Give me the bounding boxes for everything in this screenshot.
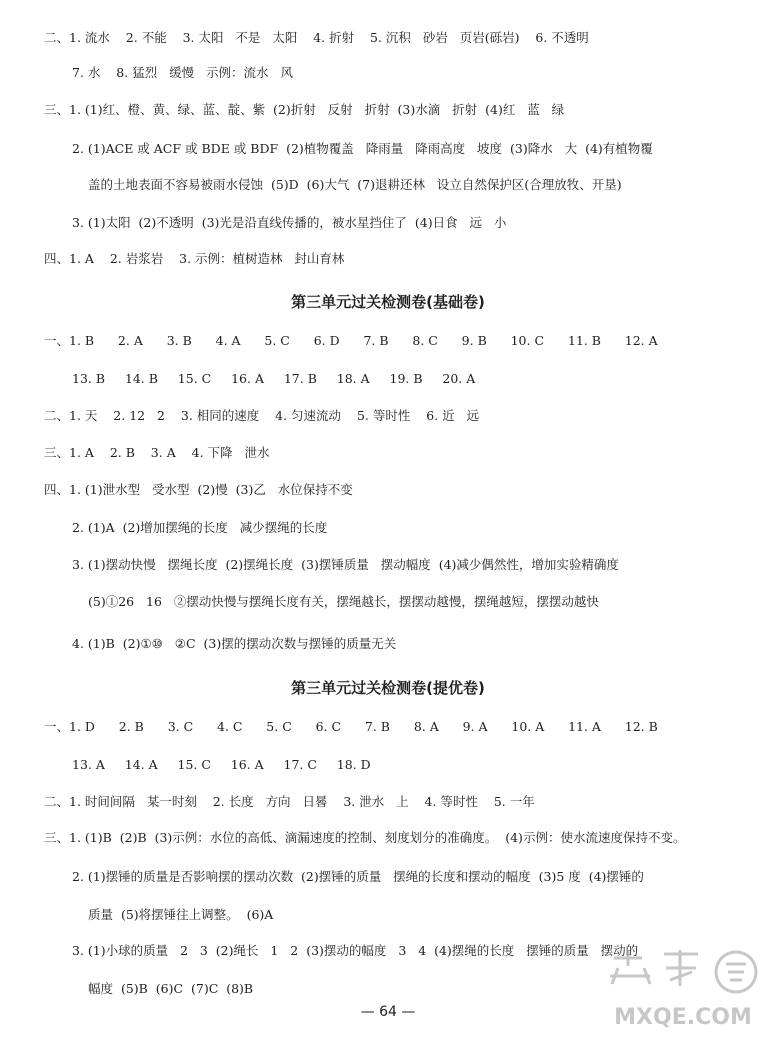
answer-line: 7. 水 8. 猛烈 缓慢 示例：流水 风 <box>72 65 293 80</box>
answer-line: 盖的土地表面不容易被雨水侵蚀 (5)D (6)大气 (7)退耕还林 设立自然保护区(合理放牧、开垦) <box>88 177 622 192</box>
answer-line: 2. (1)ACE 或 ACF 或 BDE 或 BDF (2)植物覆盖 降雨量 降雨高度 坡度 (3)降水 大 (4)有植物覆 <box>72 141 653 156</box>
answer-line: 13. A 14. A 15. C 16. A 17. C 18. D <box>72 757 371 772</box>
watermark-logo <box>600 946 766 1034</box>
answer-line: 质量 (5)将摆锤往上调整。 (6)A <box>88 907 274 922</box>
section-title-advanced: 第三单元过关检测卷(提优卷) <box>291 679 485 697</box>
watermark-url: MXQE.COM <box>614 1005 752 1030</box>
answer-line: 四、1. A 2. 岩浆岩 3. 示例：植树造林 封山育林 <box>44 251 345 266</box>
answer-line: 3. (1)摆动快慢 摆绳长度 (2)摆绳长度 (3)摆锤质量 摆动幅度 (4)减少偶然性，增加实验精确度 <box>72 557 619 572</box>
answer-line: 3. (1)小球的质量 2 3 (2)绳长 1 2 (3)摆动的幅度 3 4 (4)摆绳的长度 摆锤的质量 摆动的 <box>72 943 639 958</box>
answer-line: 13. B 14. B 15. C 16. A 17. B 18. A 19. B 20. A <box>72 371 476 386</box>
answer-line: 二、1. 流水 2. 不能 3. 太阳 不是 太阳 4. 折射 5. 沉积 砂岩 页岩(砾岩) 6. 不透明 <box>44 30 589 45</box>
answer-line: 2. (1)A (2)增加摆绳的长度 减少摆绳的长度 <box>72 520 328 535</box>
answer-line: 4. (1)B (2)①⑩ ②C (3)摆的摆动次数与摆锤的质量无关 <box>72 636 397 651</box>
answer-line: 一、1. D 2. B 3. C 4. C 5. C 6. C 7. B 8. A 9. A 10. A 11. A 12. B <box>44 719 658 734</box>
answer-line: 三、1. (1)红、橙、黄、绿、蓝、靛、紫 (2)折射 反射 折射 (3)水滴 折射 (4)红 蓝 绿 <box>44 102 565 117</box>
answer-line: 2. (1)摆锤的质量是否影响摆的摆动次数 (2)摆锤的质量 摆绳的长度和摆动的幅度 (3)5 度 (4)摆锤的 <box>72 869 644 884</box>
answer-line: 三、1. A 2. B 3. A 4. 下降 泄水 <box>44 445 270 460</box>
page-number: — 64 — <box>360 1004 416 1020</box>
answer-line: 四、1. (1)泄水型 受水型 (2)慢 (3)乙 水位保持不变 <box>44 482 353 497</box>
answer-line: 3. (1)太阳 (2)不透明 (3)光是沿直线传播的，被水星挡住了 (4)日食 远 小 <box>72 215 507 230</box>
answer-line: 三、1. (1)B (2)B (3)示例：水位的高低、滴漏速度的控制、刻度划分的准确度。 (4)示例：使水流速度保持不变。 <box>44 830 686 845</box>
answer-line: 二、1. 时间间隔 某一时刻 2. 长度 方向 日晷 3. 泄水 上 4. 等时性 5. 一年 <box>44 794 535 809</box>
answer-line: 一、1. B 2. A 3. B 4. A 5. C 6. D 7. B 8. C 9. B 10. C 11. B 12. A <box>44 333 658 348</box>
section-title-basic: 第三单元过关检测卷(基础卷) <box>291 293 485 311</box>
answer-line: 幅度 (5)B (6)C (7)C (8)B <box>88 981 254 996</box>
answer-line: 二、1. 天 2. 12 2 3. 相同的速度 4. 匀速流动 5. 等时性 6. 近 远 <box>44 408 480 423</box>
answer-line: (5)①26 16 ②摆动快慢与摆绳长度有关，摆绳越长，摆摆动越慢，摆绳越短，摆摆动越快 <box>88 594 599 609</box>
